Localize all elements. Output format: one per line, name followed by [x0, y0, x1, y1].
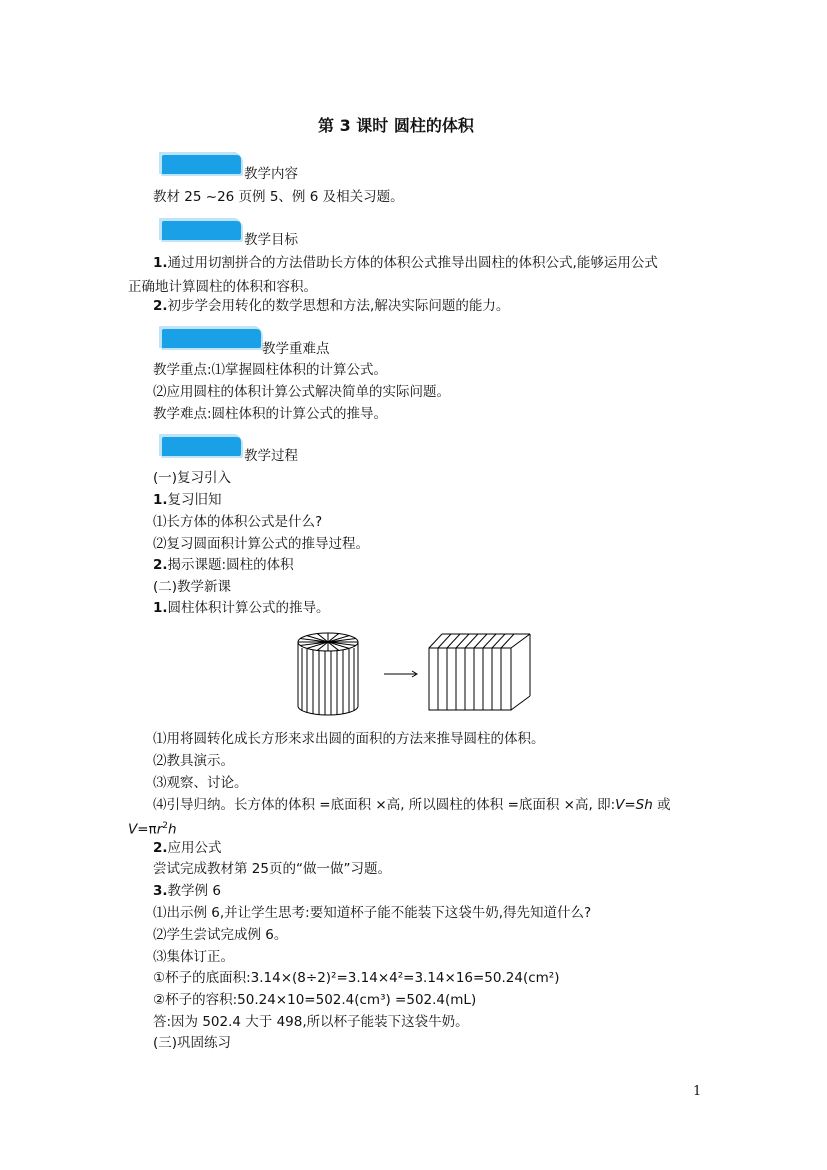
process-line: 答:因为 502.4 大于 498,所以杯子能装下这袋牛奶。	[153, 1014, 469, 1030]
process-line	[153, 883, 221, 900]
cylinder-slices	[302, 648, 354, 715]
goal-2-text: 初步学会用转化的数学思想和方法,解决实际问题的能力。	[167, 298, 510, 314]
section-tag	[159, 434, 241, 456]
formula-part: π	[148, 821, 157, 838]
item-num: 3.	[153, 883, 168, 899]
goal-1-num: 1.	[153, 255, 168, 271]
formula-part: V=	[128, 821, 149, 838]
process-line	[153, 797, 671, 814]
process-line	[153, 840, 222, 857]
section-tag	[159, 152, 241, 174]
process-line: ⑴出示例 6,并让学生思考:要知道杯子能不能装下这袋牛奶,得先知道什么?	[153, 905, 592, 921]
process-line: ②杯子的容积:50.24×10=502.4(cm³) =502.4(mL)	[153, 992, 477, 1008]
process-line: (二)教学新课	[153, 579, 232, 595]
formula-text: ⑷引导归纳。长方体的体积 =底面积 ×高, 所以圆柱的体积 =底面积 ×高, 即:	[153, 797, 616, 813]
section-heading-process: 教学过程	[244, 448, 298, 464]
section-heading-key: 教学重难点	[262, 341, 330, 357]
goal-2	[153, 298, 509, 315]
process-line: 尝试完成教材第 25页的“做一做”习题。	[153, 861, 391, 877]
cylinder-top-sectors	[298, 633, 358, 651]
goal-1-text: 通过用切割拼合的方法借助长方体的体积公式推导出圆柱的体积公式,能够运用公式	[167, 255, 658, 271]
page-number: 1	[693, 1084, 702, 1099]
formula-part: h	[167, 821, 177, 838]
item-num: 1.	[153, 492, 168, 508]
item-num: 2.	[153, 557, 168, 573]
goal-1-line-1	[153, 255, 658, 272]
process-line: ①杯子的底面积:3.14×(8÷2)²=3.14×4²=3.14×16=50.24(cm²)	[153, 970, 560, 986]
formula-v-sh: V=Sh	[615, 797, 653, 813]
process-line: ⑵教具演示。	[153, 753, 234, 769]
item-text: 教学例 6	[167, 883, 221, 899]
key-1: 教学重点:⑴掌握圆柱体积的计算公式。	[153, 362, 388, 378]
process-line	[153, 557, 294, 574]
formula-part: r	[156, 821, 163, 838]
process-line: ⑶集体订正。	[153, 949, 234, 965]
item-text: 应用公式	[167, 840, 222, 856]
process-line: (一)复习引入	[153, 470, 232, 486]
section-tag	[159, 218, 241, 240]
item-text: 圆柱体积计算公式的推导。	[167, 600, 330, 616]
formula-or: 或	[652, 797, 671, 813]
cuboid	[429, 634, 530, 710]
section-tag	[159, 326, 261, 348]
page-title: 第 3 课时 圆柱的体积	[318, 116, 474, 135]
process-line: ⑴用将圆转化成长方形来求出圆的面积的方法来推导圆柱的体积。	[153, 731, 545, 747]
key-3: 教学难点:圆柱体积的计算公式的推导。	[153, 406, 388, 422]
section-heading-goals: 教学目标	[244, 232, 298, 248]
process-line: ⑴长方体的体积公式是什么?	[153, 514, 323, 530]
section-heading-content: 教学内容	[244, 166, 298, 182]
formula-part: 2	[162, 821, 168, 831]
key-2: ⑵应用圆柱的体积计算公式解决简单的实际问题。	[153, 384, 450, 400]
item-text: 揭示课题:圆柱的体积	[167, 557, 294, 573]
process-line: (三)巩固练习	[153, 1035, 232, 1051]
process-line	[153, 600, 330, 617]
process-line: ⑶观察、讨论。	[153, 775, 248, 791]
item-text: 复习旧知	[167, 492, 222, 508]
process-line	[153, 492, 222, 509]
goal-2-num: 2.	[153, 298, 168, 314]
item-num: 2.	[153, 840, 168, 856]
content-text: 教材 25 ~26 页例 5、例 6 及相关习题。	[153, 189, 404, 205]
cylinder-to-cuboid-figure	[294, 630, 534, 718]
formula-v-pi-r2-h	[128, 818, 177, 839]
goal-1-line-2: 正确地计算圆柱的体积和容积。	[128, 279, 317, 295]
item-num: 1.	[153, 600, 168, 616]
process-line: ⑵复习圆面积计算公式的推导过程。	[153, 536, 369, 552]
process-line: ⑵学生尝试完成例 6。	[153, 927, 288, 943]
